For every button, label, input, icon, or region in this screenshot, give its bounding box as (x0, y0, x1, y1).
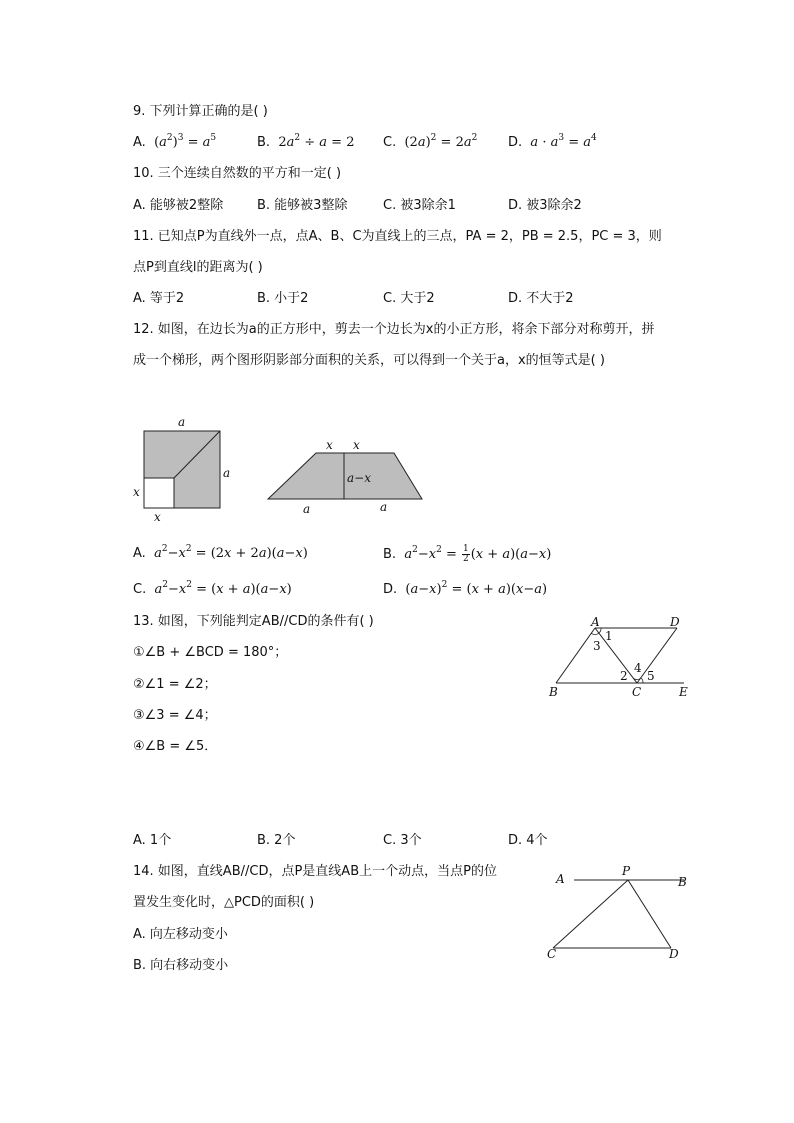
segment-CD (637, 628, 677, 683)
angle-arc-5 (641, 678, 643, 683)
point-label-B: B (549, 685, 558, 699)
q10-option-b: B. 能够被3整除 (257, 198, 348, 213)
point-label-A: A (556, 872, 565, 886)
q14-stem-line2: 置发生变化时，△PCD的面积( ) (133, 895, 315, 910)
trapezoid-label-top-left: x (326, 438, 333, 452)
q13-condition-1: ①∠B + ∠BCD = 180°； (133, 645, 288, 660)
q12-option-c: C. $a^2-x^2 = (x + a)(a-x)$ (133, 579, 292, 597)
segment-AB (556, 628, 595, 683)
q11-option-d: D. 不大于2 (508, 291, 574, 306)
point-label-E: E (679, 685, 688, 699)
point-label-P: P (622, 864, 631, 878)
q12-trapezoid-figure (262, 434, 428, 520)
q11-option-a: A. 等于2 (133, 291, 185, 306)
q13-condition-3: ③∠3 = ∠4； (133, 708, 217, 723)
trapezoid-label-bottom-right: a (380, 500, 388, 514)
q12-option-d: D. $(a-x)^2 = (x + a)(x-a)$ (383, 579, 548, 597)
point-label-C: C (632, 685, 642, 699)
q10-option-c: C. 被3除余1 (383, 198, 456, 213)
angle-label-4: 4 (634, 661, 642, 675)
square-label-top: a (178, 415, 186, 429)
segment-AC (595, 628, 637, 683)
q14-stem-line1: 14. 如图，直线AB//CD，点P是直线AB上一个动点，当点P的位 (133, 864, 497, 879)
q9-option-a: A. $(a^2)^3 = a^5$ (133, 132, 217, 150)
q10-stem: 10. 三个连续自然数的平方和一定( ) (133, 166, 342, 181)
q10-option-a: A. 能够被2整除 (133, 198, 224, 213)
trapezoid-label-middle: a−x (347, 471, 371, 485)
one-half-fraction: $\frac{1}{2}$ (462, 544, 469, 564)
q9-option-d: D. $a \cdot a^3 = a^4$ (508, 132, 597, 150)
q14-triangle-figure (548, 860, 696, 968)
segment-PD (628, 880, 671, 948)
angle-arc-3 (591, 633, 599, 635)
segment-PC (553, 880, 628, 948)
q11-stem-line1: 11. 已知点P为直线外一点，点A、B、C为直线上的三点，PA = 2，PB = 2.5，PC = 3，则 (133, 229, 662, 244)
q9-option-c: C. $(2a)^2 = 2a^2$ (383, 132, 478, 150)
q12-option-a: A. $a^2-x^2 = (2x + 2a)(a-x)$ (133, 543, 308, 561)
square-label-right: a (223, 466, 231, 480)
q13-option-c: C. 3个 (383, 833, 422, 848)
q13-option-b: B. 2个 (257, 833, 296, 848)
point-label-D: D (670, 615, 680, 629)
trapezoid-label-bottom-left: a (303, 502, 311, 516)
angle-label-5: 5 (647, 669, 655, 683)
q9-stem: 9. 下列计算正确的是( ) (133, 104, 268, 119)
trapezoid-label-top-right: x (353, 438, 360, 452)
q14-option-a: A. 向左移动变小 (133, 927, 228, 942)
point-label-C: C (547, 947, 557, 961)
q13-stem: 13. 如图，下列能判定AB//CD的条件有( ) (133, 614, 374, 629)
angle-label-2: 2 (620, 669, 628, 683)
q11-stem-line2: 点P到直线l的距离为( ) (133, 260, 263, 275)
q12-square-figure (130, 412, 240, 527)
q14-option-b: B. 向右移动变小 (133, 958, 229, 973)
trapezoid-shaded-region (268, 453, 422, 499)
q12-stem-line1: 12. 如图，在边长为a的正方形中，剪去一个边长为x的小正方形，将余下部分对称剪开，拼 (133, 322, 655, 337)
q13-option-a: A. 1个 (133, 833, 172, 848)
angle-label-3: 3 (593, 639, 601, 653)
q11-option-c: C. 大于2 (383, 291, 435, 306)
q13-parallel-lines-figure (544, 612, 696, 702)
square-label-bottom: x (154, 510, 161, 524)
q11-option-b: B. 小于2 (257, 291, 309, 306)
point-label-B: B (678, 875, 687, 889)
q9-option-b: B. $2a^2 \div a = 2$ (257, 132, 355, 150)
square-label-left: x (133, 485, 140, 499)
small-square-cutout (144, 478, 174, 508)
q12-option-b: B. $a^2-x^2$ = $\frac{1}{2}$ (x + a)(a−x) (383, 544, 552, 564)
q13-condition-2: ②∠1 = ∠2； (133, 677, 217, 692)
q13-condition-4: ④∠B = ∠5． (133, 739, 218, 754)
q10-option-d: D. 被3除余2 (508, 198, 582, 213)
point-label-A: A (591, 615, 600, 629)
point-label-D: D (669, 947, 679, 961)
q13-option-d: D. 4个 (508, 833, 548, 848)
angle-label-1: 1 (605, 629, 613, 643)
q12-stem-line2: 成一个梯形，两个图形阴影部分面积的关系，可以得到一个关于a，x的恒等式是( ) (133, 353, 605, 368)
